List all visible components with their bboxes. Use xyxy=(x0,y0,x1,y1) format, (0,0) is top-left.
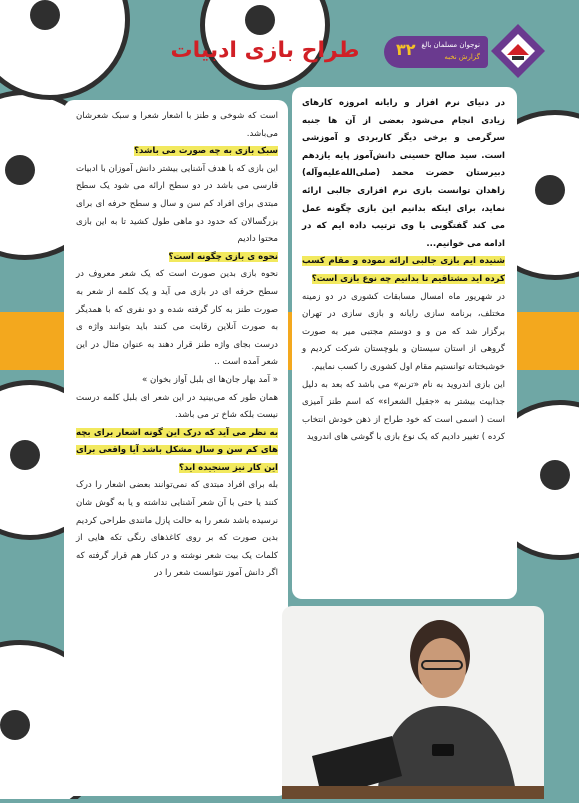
intro-paragraph: در دنیای نرم افزار و رایانه امروزه کارهای زیادی انجام می‌شود بعضی از آن ها جنبه سرگرمی و برخی دیگر کاربردی و آموزشی است. سید صالح حسینی دانش‌آموز پایه یازدهم دبیرستان حضرت محمد (صلی‌الله‌علیه‌وآله) زاهدان توانست بازی نرم افزاری جالبی ارائه نماید، برای اینکه بدانیم این بازی چگونه عمل می کند گفتگویی با وی ترتیب داده ایم که در ادامه می خوانیم... xyxy=(302,98,505,249)
question-1: شنیده ایم بازی جالبی ارائه نموده و مقام کسب کرده اید مشتاقیم تا بدانیم چه نوع بازی است؟ xyxy=(302,256,505,284)
poem-line: « آمد بهار جان‌ها ای بلبل آواز بخوان » xyxy=(142,374,278,385)
right-text-column xyxy=(292,87,517,599)
article-title: طراح بازی ادبیات xyxy=(170,38,360,63)
magazine-label: نوجوان مسلمان بالغ xyxy=(421,41,480,49)
section-banner xyxy=(384,36,488,68)
answer-4: بله برای افراد مبتدی که نمی‌توانند بعضی اشعار را درک کنند یا حتی با آن شعر آشنایی نداشته و یا به گوش شان نرسیده باشد شعر را به حالت پازل مانندی طراحی کردیم بدین صورت که بر روی کاغذهای رنگی تکه هایی از کلمات یک بیت شعر نوشته و در کنار هم قرار گرفته که اگر دانش آموز نتوانست شعر را در xyxy=(76,480,278,579)
answer-1: در شهریور ماه امسال مسابقات کشوری در دو زمینه مختلف، برنامه سازی رایانه و بازی سازی در تهران برگزار شد که من و و دوستم مجتبی میر به صورت گروهی از استان سیستان و بلوچستان شرکت کردیم و خوشبختانه توانستیم مقام اول کشوری را کسب نماییم. xyxy=(302,291,505,372)
left-text-column xyxy=(64,100,288,796)
paragraph-1: است که شوخی و طنز با اشعار شعرا و سبک شعرشان می‌باشد. xyxy=(76,111,278,139)
magazine-logo-icon xyxy=(489,22,547,80)
answer-3: نحوه بازی بدین صورت است که یک شعر معروف در سطح حرفه ای در بازی می آید و یک کلمه از شعر به صورت طنز به کار گرفته شده و دو نفری که با همدیگر به صورت آنلاین رقابت می کنند باید بتوانند واژه ی درست بجای واژه طنز قرار دهند به عنوان مثال در این شعر آمده است .. xyxy=(76,269,278,368)
question-2: سبک بازی به چه صورت می باشد؟ xyxy=(134,146,278,157)
answer-1b: این بازی اندروید به نام «ترنم» می باشد که بعد به دلیل جذابیت بیشتر به «جقیل الشعراء» که اسم طنز آمیزی است ( اسمی است که خود طراح از ذهن خودش انتخاب کرده ) تغییر دادیم که یک نوع بازی با گوشی های اندروید xyxy=(302,379,505,443)
answer-2: این بازی که با هدف آشنایی بیشتر دانش آموزان با ادبیات فارسی می باشد در دو سطح ارائه می شود یک سطح مبتدی برای افراد کم سن و سال و سطح حرفه ای برای بزرگسالان که حدود دو ماهی طول کشید تا به این بازی محتوا دادیم xyxy=(76,163,278,245)
question-3: نحوه ی بازی چگونه است؟ xyxy=(168,251,278,262)
student-photo xyxy=(282,606,544,799)
page-number: ۳۲ xyxy=(396,40,416,59)
film-reel-decoration xyxy=(0,0,130,100)
question-4: به نظر می آید که درک این گونه اشعار برای بچه های کم سن و سال مشکل باشد آیا واقعی برای این کار نیز سنجیده اید؟ xyxy=(76,427,278,473)
answer-3b: همان طور که می‌بینید در این شعر ای بلبل کلمه درست نیست بلکه شاخ تر می باشد. xyxy=(76,392,278,421)
section-label: گزارش نخبه xyxy=(444,53,480,61)
